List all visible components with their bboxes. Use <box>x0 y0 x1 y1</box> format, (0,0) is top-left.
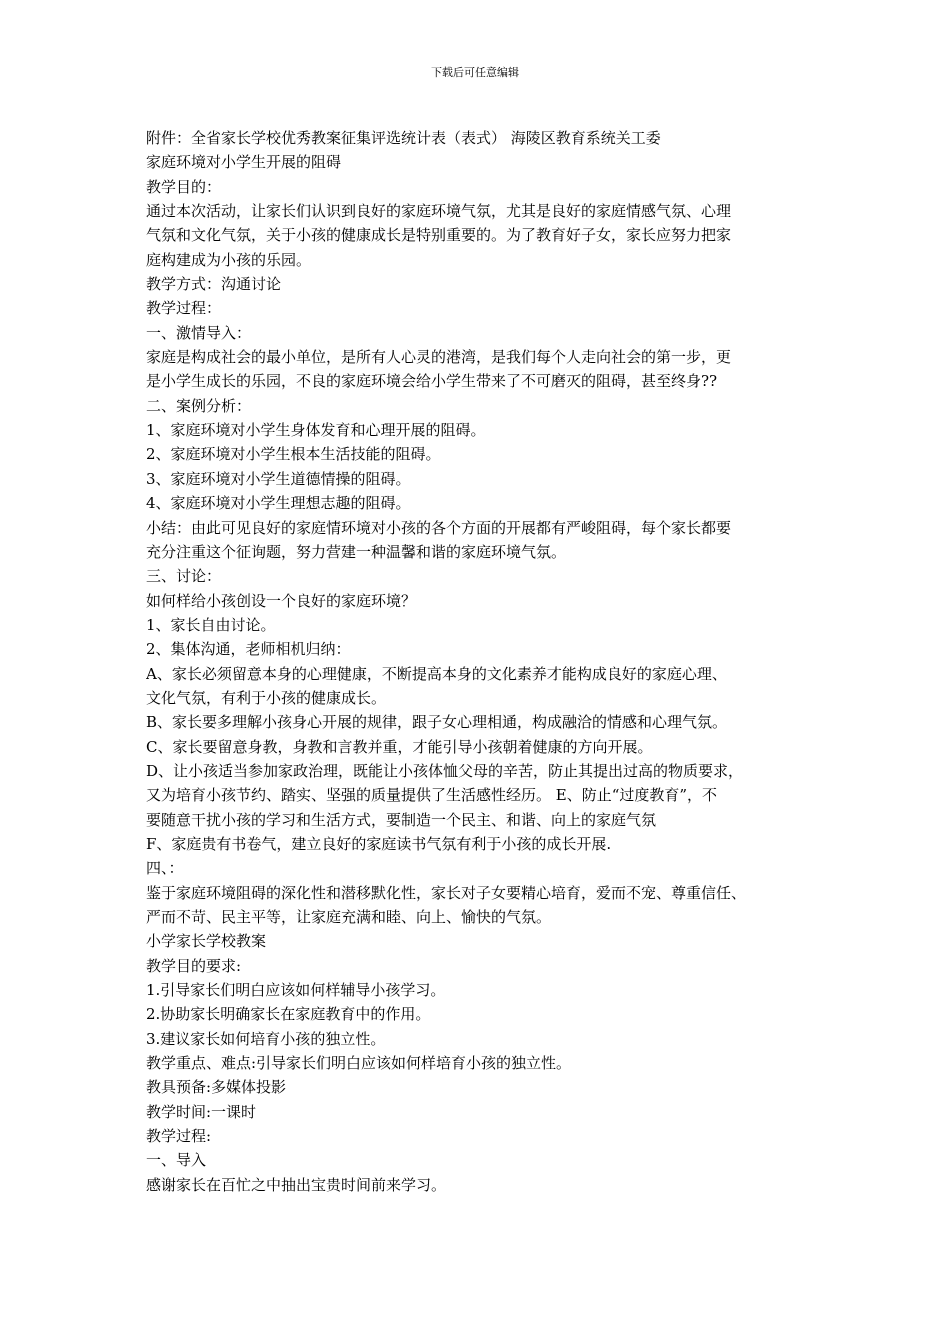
document-title: 小学家长学校教案 <box>146 932 267 951</box>
list-item: D、让小孩适当参加家政治理，既能让小孩体恤父母的辛苦，防止其提出过高的物质要求， <box>146 761 744 780</box>
text-line: 家庭是构成社会的最小单位，是所有人心灵的港湾，是我们每个人走向社会的第一步，更 <box>146 348 732 367</box>
text-line: 如何样给小孩创设一个良好的家庭环境？ <box>146 591 417 610</box>
list-item: 2、家庭环境对小学生根本生活技能的阻碍。 <box>146 445 441 464</box>
list-item: 3.建议家长如何培育小孩的独立性。 <box>146 1029 386 1048</box>
section-heading: 教学过程: <box>146 1127 212 1146</box>
list-item: 1、家长自由讨论。 <box>146 615 276 634</box>
text-line: 教学重点、难点:引导家长们明白应该如何样培育小孩的独立性。 <box>146 1054 572 1073</box>
section-heading: 二、案例分析： <box>146 396 252 415</box>
page-header: 下载后可任意编辑 <box>431 66 519 79</box>
list-item: 3、家庭环境对小学生道德情操的阻碍。 <box>146 469 411 488</box>
text-line: 文化气氛，有利于小孩的健康成长。 <box>146 688 387 707</box>
text-line: 充分注重这个征询题，努力营建一种温馨和谐的家庭环境气氛。 <box>146 542 567 561</box>
document-body <box>146 126 816 1197</box>
list-item: F、家庭贵有书卷气，建立良好的家庭读书气氛有利于小孩的成长开展. <box>146 834 612 853</box>
list-item: 1.引导家长们明白应该如何样辅导小孩学习。 <box>146 981 446 1000</box>
text-line: 教学方式：沟通讨论 <box>146 275 282 294</box>
document-title: 家庭环境对小学生开展的阻碍 <box>146 153 342 172</box>
text-line: 教具预备:多媒体投影 <box>146 1078 287 1097</box>
text-line: 感谢家长在百忙之中抽出宝贵时间前来学习。 <box>146 1175 447 1194</box>
text-line: 教学时间:一课时 <box>146 1102 257 1121</box>
text-line: 严而不苛、民主平等，让家庭充满和睦、向上、愉快的气氛。 <box>146 908 552 926</box>
list-item: 4、家庭环境对小学生理想志趣的阻碍。 <box>146 494 411 513</box>
text-line: 又为培育小孩节约、踏实、坚强的质量提供了生活感性经历。 E、防止“过度教育”，不 <box>146 786 718 805</box>
list-item: 2.协助家长明确家长在家庭教育中的作用。 <box>146 1005 431 1024</box>
text-line: 小结：由此可见良好的家庭情环境对小孩的各个方面的开展都有严峻阻碍，每个家长都要 <box>146 518 732 537</box>
section-heading: 教学过程： <box>146 299 222 318</box>
list-item: A、家长必须留意本身的心理健康，不断提高本身的文化素养才能构成良好的家庭心理、 <box>146 664 727 683</box>
list-item: 1、家庭环境对小学生身体发育和心理开展的阻碍。 <box>146 421 486 440</box>
text-line: 通过本次活动，让家长们认识到良好的家庭环境气氛，尤其是良好的家庭情感气氛、心理 <box>146 202 732 221</box>
text-line: 气氛和文化气氛，关于小孩的健康成长是特别重要的。为了教育好子女，家长应努力把家 <box>146 226 732 245</box>
text-line: 鉴于家庭环境阻碍的深化性和潜移默化性，家长对子女要精心培育，爱而不宠、尊重信任、 <box>146 883 747 902</box>
section-heading: 一、导入 <box>146 1151 207 1170</box>
list-item: 2、集体沟通，老师相机归纳： <box>146 640 351 659</box>
list-item: C、家长要留意身教，身教和言教并重，才能引导小孩朝着健康的方向开展。 <box>146 737 653 756</box>
section-heading: 教学目的： <box>146 177 222 196</box>
list-item: B、家长要多理解小孩身心开展的规律，跟子女心理相通，构成融洽的情感和心理气氛。 <box>146 713 728 732</box>
section-heading: 一、激情导入： <box>146 323 252 342</box>
text-line: 要随意干扰小孩的学习和生活方式，要制造一个民主、和谐、向上的家庭气氛 <box>146 810 657 829</box>
section-heading: 三、讨论： <box>146 567 222 586</box>
text-line: 庭构建成为小孩的乐园。 <box>146 250 312 269</box>
section-heading: 四、： <box>146 859 184 878</box>
text-line: 是小学生成长的乐园，不良的家庭环境会给小学生带来了不可磨灭的阻碍，甚至终身?? <box>146 372 718 391</box>
section-heading: 教学目的要求: <box>146 956 242 975</box>
text-line: 附件：全省家长学校优秀教案征集评选统计表（表式） 海陵区教育系统关工委 <box>146 129 661 147</box>
